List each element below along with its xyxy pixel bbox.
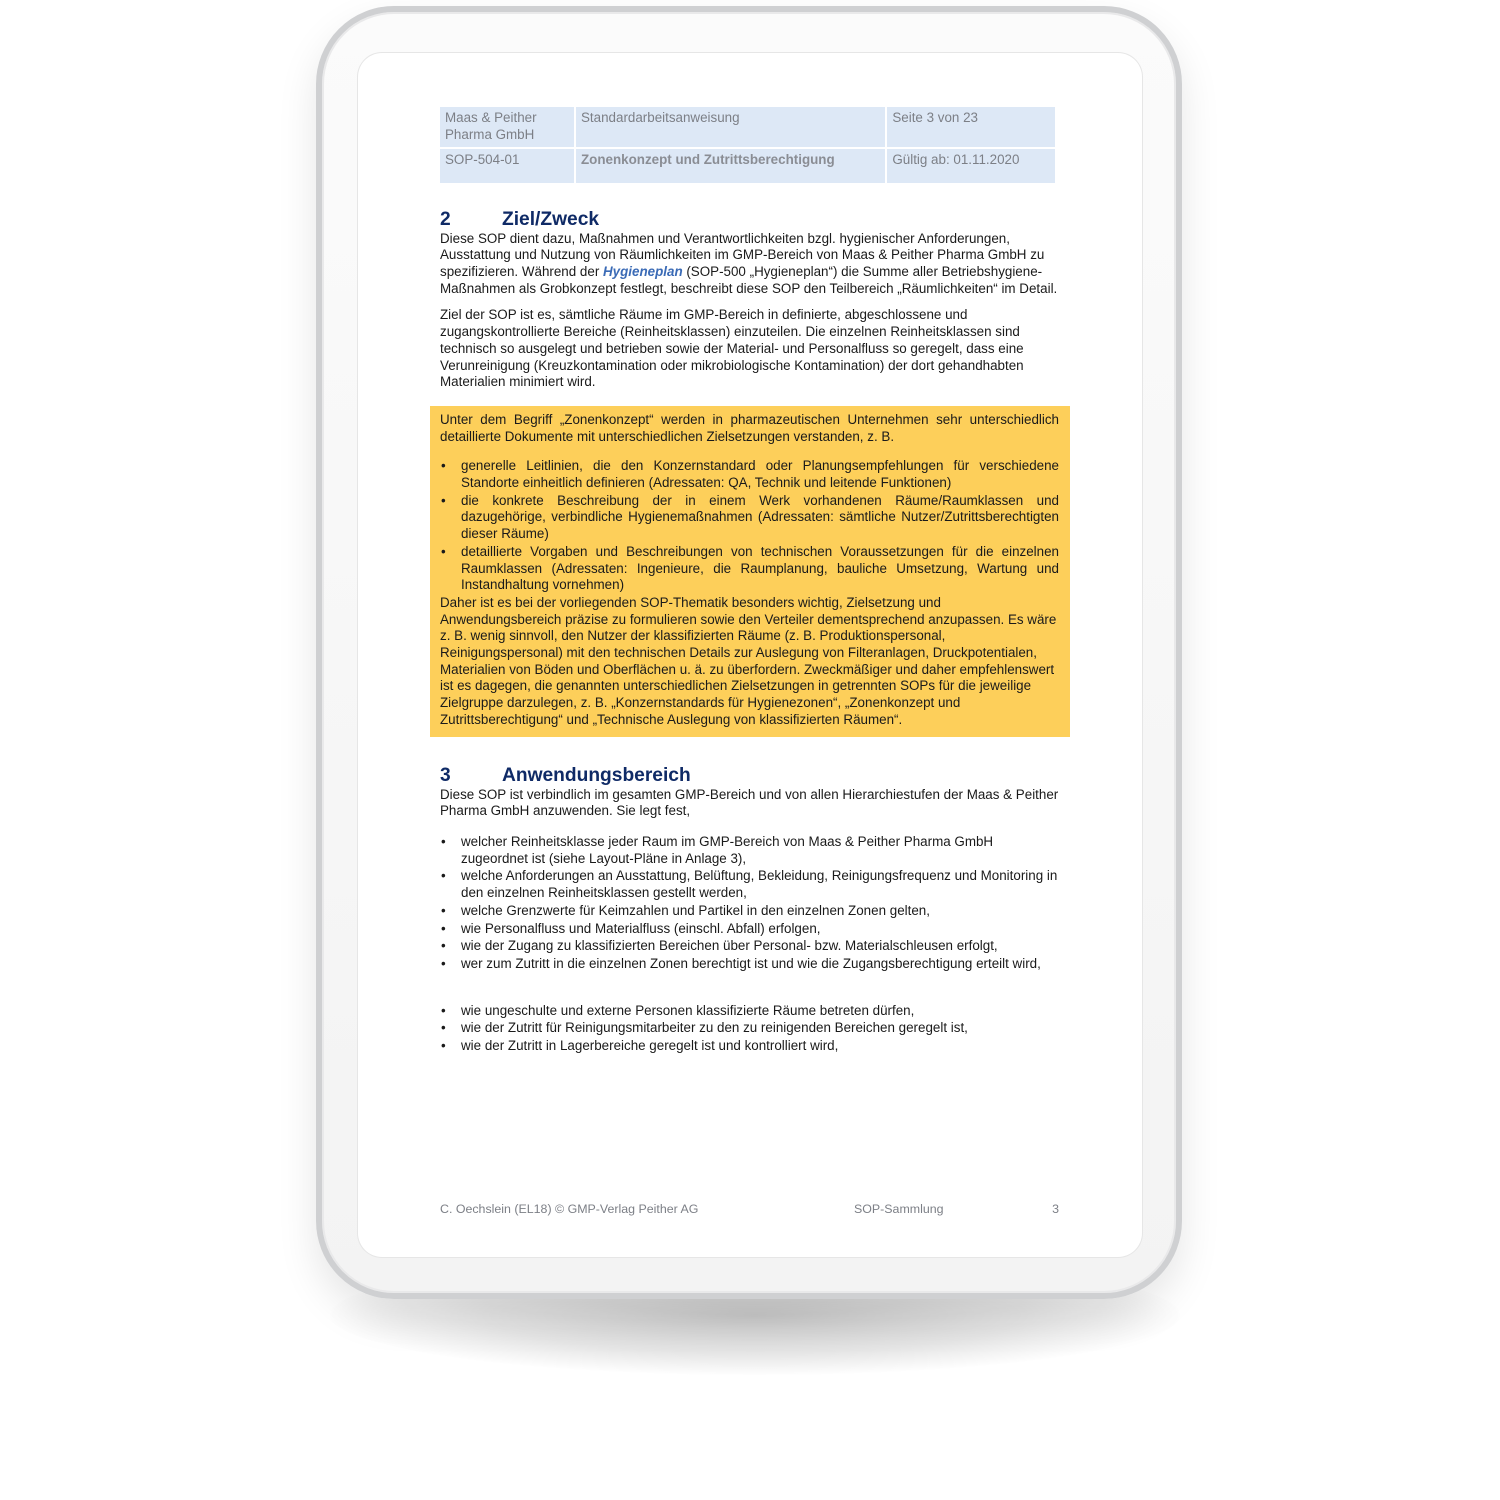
list-item: • generelle Leitlinien, die den Konzernstandard oder Planungsempfehlungen für verschiedene Standorte einheitlich definieren (Adressaten: QA, Technik und leitende Funktionen) — [440, 458, 1059, 491]
list-item: • detaillierte Vorgaben und Beschreibungen von technischen Voraussetzungen für die einzelnen Raumklassen (Adressaten: Ingenieure, die Raumplanung, bauliche Umsetzung, Wartung und Instandhaltung vornehmen) — [440, 544, 1059, 594]
scope-bullet-list — [440, 834, 1059, 973]
paragraph-text: (SOP-500 „Hygieneplan“) die Summe aller Betriebshygiene-Maßnahmen als Grobkonzept festlegt, beschreibt diese SOP den Teilbereich „Räumlichkeiten“ im Detail. — [440, 264, 1058, 296]
section-2-paragraph-1 — [440, 231, 1059, 298]
list-item: • wie der Zutritt in Lagerbereiche geregelt ist und kontrolliert wird, — [440, 1038, 1059, 1055]
page-footer — [440, 1202, 1059, 1218]
document-header-table — [438, 105, 1057, 185]
list-item: • welcher Reinheitsklasse jeder Raum im GMP-Bereich von Maas & Peither Pharma GmbH zugeordnet ist (siehe Layout-Pläne in Anlage 3), — [440, 834, 1059, 867]
scope-bullet-list-continued — [440, 1003, 1059, 1055]
footer-page-number: 3 — [1052, 1202, 1059, 1216]
footer-author: C. Oechslein (EL18) © GMP-Verlag Peither AG — [440, 1202, 699, 1216]
document-page — [440, 105, 1059, 1056]
section-number: 3 — [440, 764, 451, 786]
note-intro: Unter dem Begriff „Zonenkonzept“ werden in pharmazeutischen Unternehmen sehr unterschiedlich detaillierte Dokumente mit unterschiedlichen Zielsetzungen verstanden, z. B. — [440, 411, 1059, 444]
footer-collection: SOP-Sammlung — [854, 1202, 944, 1216]
section-3-heading — [440, 765, 1059, 787]
header-valid-from: Gültig ab: 01.11.2020 — [887, 149, 1055, 183]
note-bullet-list — [440, 458, 1059, 594]
section-number: 2 — [440, 208, 451, 230]
note-box — [430, 406, 1070, 737]
hygieneplan-link[interactable]: Hygieneplan — [603, 264, 683, 279]
list-item: • die konkrete Beschreibung der in einem Werk vorhandenen Räume/Raumklassen und dazugehörige, verbindliche Hygienemaßnahmen (Adressaten: sämtliche Nutzer/Zutrittsberechtigten dieser Räume) — [440, 493, 1059, 543]
section-3-intro: Diese SOP ist verbindlich im gesamten GMP-Bereich und von allen Hierarchiestufen der Maas & Peither Pharma GmbH anzuwenden. Sie legt fest, — [440, 786, 1059, 819]
header-doc-type: Standardarbeitsanweisung — [576, 107, 885, 147]
list-item: • wie Personalfluss und Materialfluss (einschl. Abfall) erfolgen, — [440, 921, 1059, 938]
list-item: • wie der Zutritt für Reinigungsmitarbeiter zu den zu reinigenden Bereichen geregelt ist, — [440, 1020, 1059, 1037]
tablet-screen — [358, 53, 1142, 1257]
section-2-heading — [440, 209, 1059, 231]
list-item: • wie der Zugang zu klassifizierten Bereichen über Personal- bzw. Materialschleusen erfolgt, — [440, 938, 1059, 955]
header-sop-id: SOP-504-01 — [440, 149, 574, 183]
header-company: Maas & Peither Pharma GmbH — [440, 107, 574, 147]
list-item: • welche Anforderungen an Ausstattung, Belüftung, Bekleidung, Reinigungsfrequenz und Monitoring in den einzelnen Reinheitsklassen gestellt werden, — [440, 868, 1059, 901]
header-doc-title: Zonenkonzept und Zutrittsberechtigung — [576, 149, 885, 183]
list-item: • wie ungeschulte und externe Personen klassifizierte Räume betreten dürfen, — [440, 1003, 1059, 1020]
paragraph-text: Diese SOP dient dazu, Maßnahmen und Verantwortlichkeiten bzgl. hygienischer Anforderungen, Ausstattung und Nutzung von Räumlichkeiten im GMP-Bereich von Maas & Peither Pharma GmbH zu spezifizieren. Während der — [440, 230, 1045, 279]
section-title: Ziel/Zweck — [502, 208, 600, 230]
section-title: Anwendungsbereich — [502, 764, 691, 786]
section-2-paragraph-2: Ziel der SOP ist es, sämtliche Räume im GMP-Bereich in definierte, abgeschlossene und zugangskontrollierte Bereiche (Reinheitsklassen) einzuteilen. Die einzelnen Reinheitsklassen sind technisch so ausgelegt und betrieben sowie der Material- und Personalfluss so geregelt, dass eine Verunreinigung (Kreuzkontamination oder mikrobiologische Kontamination) der dort gehandhabten Materialien minimiert wird. — [440, 307, 1024, 390]
list-item: • welche Grenzwerte für Keimzahlen und Partikel in den einzelnen Zonen gelten, — [440, 903, 1059, 920]
list-item: • wer zum Zutritt in die einzelnen Zonen berechtigt ist und wie die Zugangsberechtigung erteilt wird, — [440, 956, 1059, 973]
note-conclusion: Daher ist es bei der vorliegenden SOP-Thematik besonders wichtig, Zielsetzung und Anwendungsbereich präzise zu formulieren sowie den Verteiler dementsprechend anzupassen. Es wäre z. B. wenig sinnvoll, den Nutzer der klassifizierten Räume (z. B. Produktionspersonal, Reinigungspersonal) mit den technischen Details zur Auslegung von Filteranlagen, Druckpotentialen, Materialien von Böden und Oberflächen u. ä. zu überfordern. Zweckmäßiger und daher empfehlenswert ist es dagegen, die genannten unterschiedlichen Zielsetzungen in getrennten SOPs für die jeweilige Zielgruppe darzulegen, z. B. „Konzernstandards für Hygienezonen“, „Zonenkonzept und Zutrittsberechtigung“ und „Technische Auslegung von klassifizierten Räumen“. — [440, 594, 1057, 727]
header-page: Seite 3 von 23 — [887, 107, 1055, 147]
